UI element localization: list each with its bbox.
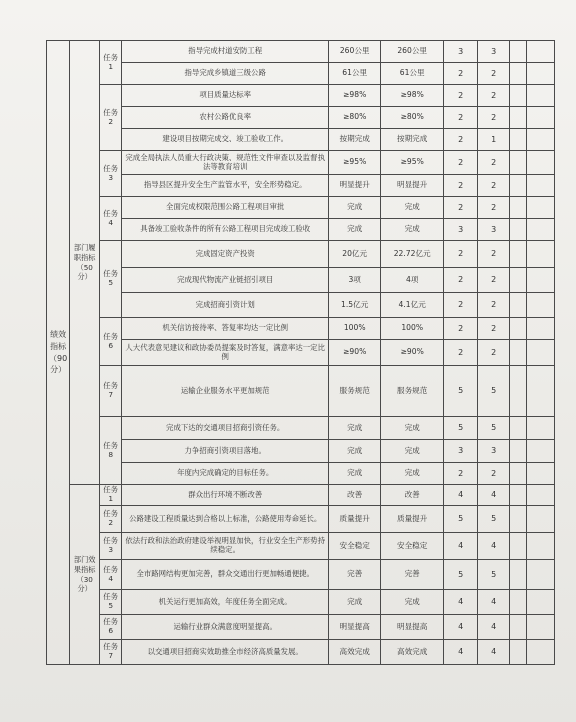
empty-cell bbox=[510, 175, 527, 197]
empty-cell bbox=[510, 41, 527, 63]
empty-cell bbox=[527, 268, 555, 293]
indicator-description: 完成全局执法人员重大行政决策、规范性文件审查以及监督执法等教育培训 bbox=[122, 151, 329, 175]
task-label: 任务2 bbox=[100, 506, 122, 533]
empty-cell bbox=[510, 293, 527, 318]
target-value: 明显提升 bbox=[329, 175, 381, 197]
actual-value: 完成 bbox=[381, 417, 444, 440]
weight-value: 2 bbox=[444, 63, 478, 85]
table-row bbox=[47, 85, 555, 107]
indicator-description: 指导完成乡镇道三级公路 bbox=[122, 63, 329, 85]
table-row bbox=[47, 197, 555, 219]
target-value: 安全稳定 bbox=[329, 533, 381, 560]
empty-cell bbox=[527, 417, 555, 440]
task-label: 任务4 bbox=[100, 560, 122, 590]
empty-cell bbox=[527, 151, 555, 175]
indicator-description: 公路建设工程质量达到合格以上标准，公路使用寿命延长。 bbox=[122, 506, 329, 533]
actual-value: 安全稳定 bbox=[381, 533, 444, 560]
actual-value: 完成 bbox=[381, 197, 444, 219]
score-value: 3 bbox=[478, 41, 510, 63]
score-value: 2 bbox=[478, 293, 510, 318]
weight-value: 2 bbox=[444, 197, 478, 219]
actual-value: 61公里 bbox=[381, 63, 444, 85]
weight-value: 2 bbox=[444, 463, 478, 485]
weight-value: 2 bbox=[444, 340, 478, 366]
table-row bbox=[47, 485, 555, 506]
target-value: 服务规范 bbox=[329, 366, 381, 417]
indicator-description: 以交通项目招商实效助推全市经济高质量发展。 bbox=[122, 640, 329, 665]
indicator-description: 指导完成村道安防工程 bbox=[122, 41, 329, 63]
target-value: 完成 bbox=[329, 440, 381, 463]
table-row bbox=[47, 533, 555, 560]
weight-value: 4 bbox=[444, 615, 478, 640]
task-label: 任务3 bbox=[100, 533, 122, 560]
score-value: 5 bbox=[478, 560, 510, 590]
table-row bbox=[47, 293, 555, 318]
empty-cell bbox=[510, 197, 527, 219]
score-value: 5 bbox=[478, 506, 510, 533]
target-value: 质量提升 bbox=[329, 506, 381, 533]
empty-cell bbox=[510, 85, 527, 107]
empty-cell bbox=[527, 41, 555, 63]
table-row bbox=[47, 615, 555, 640]
weight-value: 3 bbox=[444, 440, 478, 463]
target-value: ≥95% bbox=[329, 151, 381, 175]
score-value: 2 bbox=[478, 463, 510, 485]
empty-cell bbox=[527, 506, 555, 533]
empty-cell bbox=[510, 533, 527, 560]
target-value: 20亿元 bbox=[329, 241, 381, 268]
empty-cell bbox=[510, 63, 527, 85]
score-value: 4 bbox=[478, 640, 510, 665]
actual-value: 4.1亿元 bbox=[381, 293, 444, 318]
score-value: 5 bbox=[478, 417, 510, 440]
indicator-description: 完成固定资产投资 bbox=[122, 241, 329, 268]
task-label: 任务3 bbox=[100, 151, 122, 197]
score-value: 2 bbox=[478, 340, 510, 366]
score-value: 2 bbox=[478, 268, 510, 293]
task-label: 任务6 bbox=[100, 318, 122, 366]
table-row bbox=[47, 318, 555, 340]
actual-value: ≥98% bbox=[381, 85, 444, 107]
empty-cell bbox=[510, 151, 527, 175]
empty-cell bbox=[527, 560, 555, 590]
actual-value: 完成 bbox=[381, 463, 444, 485]
actual-value: ≥90% bbox=[381, 340, 444, 366]
empty-cell bbox=[510, 219, 527, 241]
score-value: 2 bbox=[478, 107, 510, 129]
indicator-description: 力争招商引资项目落地。 bbox=[122, 440, 329, 463]
weight-value: 2 bbox=[444, 318, 478, 340]
empty-cell bbox=[527, 107, 555, 129]
score-value: 4 bbox=[478, 615, 510, 640]
indicator-description: 农村公路优良率 bbox=[122, 107, 329, 129]
weight-value: 3 bbox=[444, 41, 478, 63]
weight-value: 5 bbox=[444, 417, 478, 440]
empty-cell bbox=[527, 440, 555, 463]
task-label: 任务7 bbox=[100, 640, 122, 665]
indicator-description: 建设项目按期完成交、竣工验收工作。 bbox=[122, 129, 329, 151]
weight-value: 2 bbox=[444, 175, 478, 197]
empty-cell bbox=[527, 485, 555, 506]
score-value: 1 bbox=[478, 129, 510, 151]
actual-value: 完成 bbox=[381, 440, 444, 463]
actual-value: 按期完成 bbox=[381, 129, 444, 151]
table-row bbox=[47, 175, 555, 197]
indicator-description: 指导县区提升安全生产监管水平，安全形势稳定。 bbox=[122, 175, 329, 197]
score-value: 4 bbox=[478, 485, 510, 506]
indicator-description: 年度内完成确定的目标任务。 bbox=[122, 463, 329, 485]
score-value: 4 bbox=[478, 590, 510, 615]
empty-cell bbox=[510, 417, 527, 440]
actual-value: 22.72亿元 bbox=[381, 241, 444, 268]
weight-value: 2 bbox=[444, 85, 478, 107]
target-value: ≥98% bbox=[329, 85, 381, 107]
empty-cell bbox=[510, 107, 527, 129]
empty-cell bbox=[510, 268, 527, 293]
task-label: 任务5 bbox=[100, 590, 122, 615]
weight-value: 3 bbox=[444, 219, 478, 241]
empty-cell bbox=[527, 293, 555, 318]
table-row bbox=[47, 219, 555, 241]
actual-value: 质量提升 bbox=[381, 506, 444, 533]
weight-value: 2 bbox=[444, 241, 478, 268]
weight-value: 5 bbox=[444, 560, 478, 590]
empty-cell bbox=[527, 129, 555, 151]
empty-cell bbox=[527, 590, 555, 615]
empty-cell bbox=[527, 63, 555, 85]
actual-value: ≥80% bbox=[381, 107, 444, 129]
empty-cell bbox=[527, 640, 555, 665]
empty-cell bbox=[527, 533, 555, 560]
target-value: 260公里 bbox=[329, 41, 381, 63]
empty-cell bbox=[527, 366, 555, 417]
actual-value: 服务规范 bbox=[381, 366, 444, 417]
score-value: 4 bbox=[478, 533, 510, 560]
weight-value: 2 bbox=[444, 151, 478, 175]
indicator-description: 依法行政和法治政府建设举视明显加快，行业安全生产形势持续稳定。 bbox=[122, 533, 329, 560]
table-row bbox=[47, 63, 555, 85]
performance-table bbox=[46, 40, 555, 665]
task-label: 任务1 bbox=[100, 485, 122, 506]
actual-value: 完成 bbox=[381, 590, 444, 615]
empty-cell bbox=[527, 615, 555, 640]
weight-value: 4 bbox=[444, 590, 478, 615]
empty-cell bbox=[510, 318, 527, 340]
table-row bbox=[47, 590, 555, 615]
table-row bbox=[47, 241, 555, 268]
indicator-description: 全市路网结构更加完善，群众交通出行更加畅通便捷。 bbox=[122, 560, 329, 590]
actual-value: 完善 bbox=[381, 560, 444, 590]
empty-cell bbox=[527, 340, 555, 366]
weight-value: 4 bbox=[444, 485, 478, 506]
target-value: 明显提高 bbox=[329, 615, 381, 640]
indicator-description: 全面完成权限范围公路工程项目审批 bbox=[122, 197, 329, 219]
indicator-description: 完成现代物流产业链招引项目 bbox=[122, 268, 329, 293]
score-value: 2 bbox=[478, 175, 510, 197]
table-row bbox=[47, 640, 555, 665]
empty-cell bbox=[527, 241, 555, 268]
indicator-description: 人大代表意见建议和政协委员提案及时答复，满意率达一定比例 bbox=[122, 340, 329, 366]
empty-cell bbox=[510, 615, 527, 640]
empty-cell bbox=[527, 318, 555, 340]
score-value: 2 bbox=[478, 85, 510, 107]
weight-value: 5 bbox=[444, 506, 478, 533]
performance-indicator-label: 绩效指标（90分） bbox=[47, 41, 70, 665]
table-row bbox=[47, 129, 555, 151]
empty-cell bbox=[510, 340, 527, 366]
duty-indicator-label: 部门履职指标（50分） bbox=[70, 41, 100, 485]
actual-value: 4项 bbox=[381, 268, 444, 293]
table-row bbox=[47, 506, 555, 533]
actual-value: 高效完成 bbox=[381, 640, 444, 665]
actual-value: ≥95% bbox=[381, 151, 444, 175]
empty-cell bbox=[510, 590, 527, 615]
effect-indicator-label: 部门效果指标（30分） bbox=[70, 485, 100, 665]
indicator-description: 完成招商引资计划 bbox=[122, 293, 329, 318]
empty-cell bbox=[510, 560, 527, 590]
weight-value: 2 bbox=[444, 268, 478, 293]
target-value: 完善 bbox=[329, 560, 381, 590]
actual-value: 完成 bbox=[381, 219, 444, 241]
actual-value: 260公里 bbox=[381, 41, 444, 63]
target-value: ≥90% bbox=[329, 340, 381, 366]
empty-cell bbox=[527, 463, 555, 485]
indicator-description: 群众出行环境不断改善 bbox=[122, 485, 329, 506]
empty-cell bbox=[510, 485, 527, 506]
target-value: 完成 bbox=[329, 219, 381, 241]
empty-cell bbox=[510, 129, 527, 151]
empty-cell bbox=[510, 463, 527, 485]
task-label: 任务7 bbox=[100, 366, 122, 417]
empty-cell bbox=[510, 506, 527, 533]
target-value: 按期完成 bbox=[329, 129, 381, 151]
empty-cell bbox=[527, 219, 555, 241]
target-value: 改善 bbox=[329, 485, 381, 506]
table-row bbox=[47, 107, 555, 129]
target-value: 完成 bbox=[329, 463, 381, 485]
target-value: 3项 bbox=[329, 268, 381, 293]
indicator-description: 项目质量达标率 bbox=[122, 85, 329, 107]
table-row bbox=[47, 151, 555, 175]
empty-cell bbox=[510, 440, 527, 463]
actual-value: 明显提高 bbox=[381, 615, 444, 640]
task-label: 任务5 bbox=[100, 241, 122, 318]
score-value: 2 bbox=[478, 241, 510, 268]
empty-cell bbox=[510, 366, 527, 417]
target-value: 61公里 bbox=[329, 63, 381, 85]
indicator-description: 机关信访接待率、答复率均达一定比例 bbox=[122, 318, 329, 340]
task-label: 任务4 bbox=[100, 197, 122, 241]
indicator-description: 完成下达的交通项目招商引资任务。 bbox=[122, 417, 329, 440]
target-value: 高效完成 bbox=[329, 640, 381, 665]
score-value: 3 bbox=[478, 219, 510, 241]
table-row bbox=[47, 41, 555, 63]
indicator-description: 机关运行更加高效，年度任务全面完成。 bbox=[122, 590, 329, 615]
target-value: ≥80% bbox=[329, 107, 381, 129]
actual-value: 100% bbox=[381, 318, 444, 340]
task-label: 任务8 bbox=[100, 417, 122, 485]
weight-value: 4 bbox=[444, 640, 478, 665]
score-value: 3 bbox=[478, 440, 510, 463]
weight-value: 2 bbox=[444, 293, 478, 318]
indicator-description: 运输行业群众满意度明显提高。 bbox=[122, 615, 329, 640]
score-value: 2 bbox=[478, 197, 510, 219]
score-value: 2 bbox=[478, 151, 510, 175]
actual-value: 明显提升 bbox=[381, 175, 444, 197]
target-value: 完成 bbox=[329, 590, 381, 615]
table-row bbox=[47, 268, 555, 293]
target-value: 完成 bbox=[329, 417, 381, 440]
task-label: 任务6 bbox=[100, 615, 122, 640]
table-row bbox=[47, 560, 555, 590]
score-value: 5 bbox=[478, 366, 510, 417]
table-row bbox=[47, 366, 555, 417]
score-value: 2 bbox=[478, 63, 510, 85]
weight-value: 4 bbox=[444, 533, 478, 560]
table-row bbox=[47, 440, 555, 463]
table-row bbox=[47, 340, 555, 366]
target-value: 100% bbox=[329, 318, 381, 340]
empty-cell bbox=[527, 175, 555, 197]
weight-value: 5 bbox=[444, 366, 478, 417]
actual-value: 改善 bbox=[381, 485, 444, 506]
empty-cell bbox=[527, 197, 555, 219]
weight-value: 2 bbox=[444, 129, 478, 151]
task-label: 任务2 bbox=[100, 85, 122, 151]
task-label: 任务1 bbox=[100, 41, 122, 85]
target-value: 完成 bbox=[329, 197, 381, 219]
empty-cell bbox=[510, 640, 527, 665]
table-row bbox=[47, 417, 555, 440]
empty-cell bbox=[527, 85, 555, 107]
table-row bbox=[47, 463, 555, 485]
target-value: 1.5亿元 bbox=[329, 293, 381, 318]
score-value: 2 bbox=[478, 318, 510, 340]
indicator-description: 运输企业服务水平更加规范 bbox=[122, 366, 329, 417]
empty-cell bbox=[510, 241, 527, 268]
weight-value: 2 bbox=[444, 107, 478, 129]
indicator-description: 具备竣工验收条件的所有公路工程项目完成竣工验收 bbox=[122, 219, 329, 241]
